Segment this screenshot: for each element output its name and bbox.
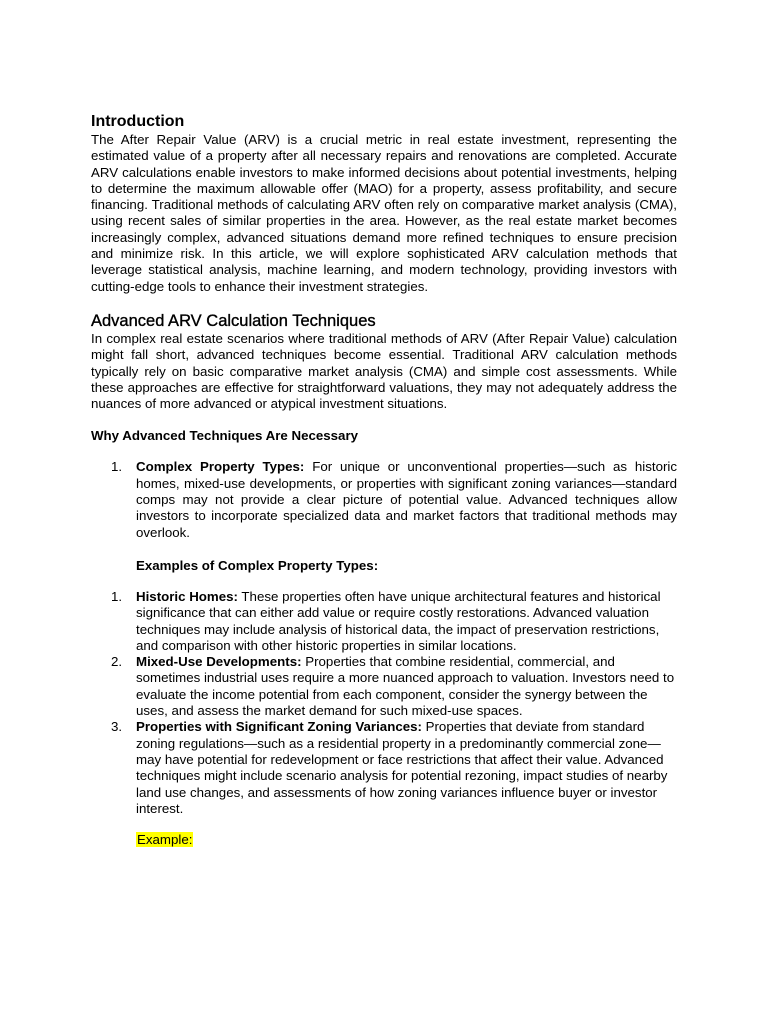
list-item-number: 2. — [111, 654, 123, 670]
list-item — [91, 719, 677, 817]
list-item-text: For unique or unconventional properties—such as historic homes, mixed-use developments, or properties with significant zoning variances—standard comps may not provide a clear picture of potential value. Advanced techniques allow investors to incorporate specialized data and market factors that traditional methods may overlook. — [136, 459, 677, 540]
list-item — [91, 654, 677, 719]
list-item-title: Complex Property Types: — [136, 459, 305, 475]
why-heading: Why Advanced Techniques Are Necessary — [91, 428, 359, 444]
list-item-title: Mixed-Use Developments: — [136, 654, 302, 670]
list-item-content — [136, 654, 677, 719]
list-item — [91, 459, 677, 540]
intro-heading: Introduction — [91, 113, 185, 130]
list-item-text: Properties that combine residential, commercial, and sometimes industrial uses require a more nuanced approach to valuation. Investors need to evaluate the income potential from each component, consider the synergy between the uses, and assess the market demand for such mixed-use spaces. — [136, 654, 675, 719]
advanced-heading: Advanced ARV Calculation Techniques — [91, 311, 376, 330]
example-label-wrap — [136, 832, 677, 848]
list-item-number: 1. — [111, 588, 123, 604]
example-label: Example: — [137, 832, 193, 848]
reasons-list — [91, 459, 677, 540]
advanced-paragraph: In complex real estate scenarios where traditional methods of ARV (After Repair Value) calculation might fall short, advanced techniques become essential. Traditional ARV calculation methods typically rely on basic comparative market analysis (CMA) and simple cost assessments. While these approaches are effective for straightforward valuations, they may not adequately address the nuances of more advanced or atypical investment situations. — [91, 330, 677, 412]
document-page — [91, 108, 677, 848]
list-item-text: Properties that deviate from standard zoning regulations—such as a residential property in a predominantly commercial zone—may have potential for redevelopment or face restrictions that affect their value. Advanced techniques might include scenario analysis for potential rezoning, impact studies of nearby land use changes, and assessments of how zoning variances influence buyer or investor interest. — [136, 719, 668, 816]
examples-list — [91, 589, 677, 817]
list-item-content — [136, 459, 677, 540]
list-item-title: Historic Homes: — [136, 588, 238, 604]
list-item — [91, 589, 677, 654]
list-item-number: 1. — [111, 459, 123, 475]
list-item-title: Properties with Significant Zoning Variances: — [136, 719, 422, 735]
intro-paragraph: The After Repair Value (ARV) is a crucial metric in real estate investment, representing the estimated value of a property after all necessary repairs and renovations are completed. Accurate ARV calculations enable investors to make informed decisions about potential investments, helping to determine the maximum allowable offer (MAO) for a property, assess profitability, and secure financing. Traditional methods of calculating ARV often rely on comparative market analysis (CMA), using recent sales of similar properties in the area. However, as the real estate market becomes increasingly complex, advanced situations demand more refined techniques to ensure precision and minimize risk. In this article, we will explore sophisticated ARV calculation methods that leverage statistical analysis, machine learning, and modern technology, providing investors with cutting-edge tools to enhance their investment strategies. — [91, 132, 677, 294]
list-item-text: These properties often have unique architectural features and historical significance that can either add value or require costly restorations. Advanced valuation techniques may include analysis of historical data, the impact of preservation restrictions, and comparison with other historic properties in similar locations. — [136, 588, 661, 653]
list-item-content — [136, 719, 677, 817]
list-item-number: 3. — [111, 719, 123, 735]
examples-title: Examples of Complex Property Types: — [136, 557, 379, 573]
list-item-content — [136, 589, 677, 654]
